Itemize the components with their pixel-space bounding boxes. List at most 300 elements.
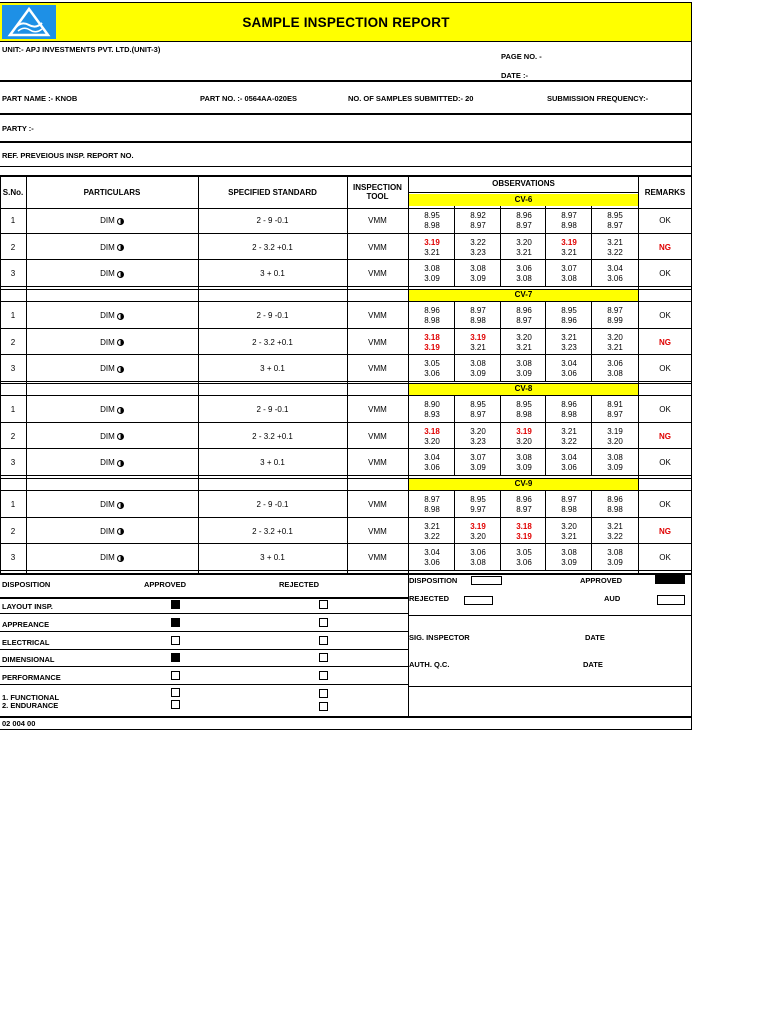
observation-cell (546, 548, 592, 568)
observation-value: 3.06 (516, 264, 532, 273)
row-sno: 2 (10, 337, 16, 347)
observation-value: 8.97 (424, 495, 440, 504)
divider (0, 381, 692, 382)
observation-cell (546, 333, 592, 353)
rejected-checkbox[interactable] (319, 618, 328, 627)
divider (591, 301, 592, 328)
observation-cell (409, 495, 455, 515)
divider (545, 259, 546, 286)
observation-value: 3.08 (607, 548, 623, 557)
auth-date-label: DATE (583, 660, 603, 669)
observation-cell (592, 548, 638, 568)
divider (409, 192, 638, 193)
rejected-checkbox[interactable] (319, 636, 328, 645)
divider (454, 328, 455, 355)
observation-value: 3.08 (516, 274, 532, 283)
observation-value: 3.19 (607, 426, 623, 436)
part-no-label: PART NO. :- 0564AA-020ES (200, 94, 297, 103)
observation-value: 3.06 (607, 274, 623, 283)
row-particular (26, 405, 198, 414)
divider (0, 395, 692, 396)
observation-value: 3.09 (516, 463, 532, 472)
observation-value: 8.93 (424, 410, 440, 419)
observation-value: 3.04 (424, 453, 440, 462)
row-sno: 1 (10, 216, 16, 226)
divider (545, 354, 546, 381)
observation-value: 3.21 (516, 342, 532, 352)
divider (454, 422, 455, 449)
observation-cell (455, 333, 501, 353)
particular-text: DIM (100, 458, 115, 468)
half-circle-icon (117, 271, 124, 278)
rejected-checkbox[interactable] (319, 671, 328, 680)
observation-value: 8.97 (470, 221, 486, 230)
observation-value: 3.09 (561, 558, 577, 567)
row-remark: OK (659, 553, 671, 563)
divider (0, 141, 692, 143)
divider (0, 289, 692, 290)
right-approved-box[interactable] (655, 575, 685, 584)
divider (545, 328, 546, 355)
divider (545, 395, 546, 422)
observation-value: 3.06 (516, 558, 532, 567)
row-tool: VMM (368, 364, 387, 374)
divider (0, 573, 692, 575)
observation-value: 3.21 (561, 531, 577, 541)
divider (500, 301, 501, 328)
divider (0, 597, 408, 599)
divider (454, 395, 455, 422)
observation-cell (592, 359, 638, 379)
observation-cell (546, 238, 592, 258)
rejected-checkbox[interactable] (319, 600, 328, 609)
divider (0, 301, 692, 302)
half-circle-icon (117, 313, 124, 320)
observation-cell (592, 427, 638, 447)
row-standard: 3 + 0.1 (260, 364, 285, 374)
observation-cell (501, 264, 547, 284)
observation-cell (501, 238, 547, 258)
observation-value: 8.97 (516, 221, 532, 230)
observation-value: 3.09 (607, 463, 623, 472)
observation-cell (455, 495, 501, 515)
observation-value: 8.97 (561, 495, 577, 504)
page-no-label: PAGE NO. - (501, 52, 542, 61)
observation-cell (501, 548, 547, 568)
observation-value: 3.08 (561, 274, 577, 283)
observation-cell (455, 359, 501, 379)
approved-checkbox[interactable] (171, 636, 180, 645)
observation-cell (409, 306, 455, 326)
observation-value: 3.20 (516, 237, 532, 247)
divider (591, 490, 592, 517)
divider (545, 206, 546, 233)
observation-cell (546, 453, 592, 473)
observation-cell (546, 264, 592, 284)
divider (545, 543, 546, 570)
observation-cell (546, 211, 592, 231)
observation-value: 8.95 (470, 400, 486, 409)
divider (500, 233, 501, 260)
row-tool: VMM (368, 405, 387, 415)
divider (0, 175, 1, 573)
row-particular (26, 243, 198, 252)
row-particular (26, 458, 198, 467)
divider (0, 166, 692, 167)
half-circle-icon (117, 366, 124, 373)
divider (691, 2, 692, 729)
divider (545, 490, 546, 517)
row-tool: VMM (368, 216, 387, 226)
observation-value: 8.97 (516, 316, 532, 325)
observation-cell (455, 427, 501, 447)
observation-cell (409, 359, 455, 379)
divider (545, 301, 546, 328)
half-circle-icon (117, 433, 124, 440)
observation-value: 3.06 (424, 369, 440, 378)
half-circle-icon (117, 460, 124, 467)
disposition-item-label: APPREANCE (2, 620, 50, 629)
observation-value: 8.96 (516, 306, 532, 315)
row-tool: VMM (368, 458, 387, 468)
observation-cell (455, 238, 501, 258)
part-name-label: PART NAME :- KNOB (2, 94, 78, 103)
observation-value: 3.08 (607, 369, 623, 378)
sig-inspector-label: SIG. INSPECTOR (409, 633, 470, 642)
row-particular (26, 216, 198, 225)
observation-cell (592, 333, 638, 353)
observation-value: 3.19 (561, 237, 577, 247)
observation-value: 3.20 (470, 426, 486, 436)
half-circle-icon (117, 555, 124, 562)
observation-value: 3.21 (470, 342, 486, 352)
row-remark: NG (659, 526, 671, 536)
divider (454, 543, 455, 570)
divider (500, 206, 501, 233)
divider (0, 613, 408, 614)
divider (454, 354, 455, 381)
observation-value: 3.22 (607, 531, 623, 541)
observation-value: 3.21 (607, 521, 623, 531)
functional-label: 1. FUNCTIONAL (2, 693, 60, 702)
particular-text: DIM (100, 311, 115, 321)
right-disposition-box[interactable] (471, 576, 502, 585)
observation-value: 3.23 (561, 342, 577, 352)
divider (454, 206, 455, 233)
observation-value: 3.21 (516, 247, 532, 257)
observation-value: 3.09 (607, 558, 623, 567)
footer-code: 02 004 00 (2, 719, 36, 728)
divider (0, 175, 692, 177)
approved-checkbox[interactable] (171, 671, 180, 680)
date-label: DATE :- (501, 71, 528, 80)
divider (0, 475, 692, 476)
observation-value: 3.06 (607, 359, 623, 368)
observation-value: 8.96 (516, 495, 532, 504)
observation-value: 3.19 (516, 426, 532, 436)
observation-value: 3.22 (470, 237, 486, 247)
observation-value: 3.09 (424, 274, 440, 283)
observation-value: 3.19 (424, 237, 440, 247)
endurance-rejected-checkbox[interactable] (319, 702, 328, 711)
observation-value: 3.22 (424, 531, 440, 541)
observation-value: 8.96 (561, 400, 577, 409)
observation-cell (546, 522, 592, 542)
observation-value: 3.08 (470, 558, 486, 567)
divider (591, 328, 592, 355)
observation-value: 8.96 (516, 211, 532, 220)
observation-value: 3.21 (607, 342, 623, 352)
row-sno: 2 (10, 242, 16, 252)
observation-value: 3.07 (561, 264, 577, 273)
functional-rejected-checkbox[interactable] (319, 689, 328, 698)
observation-cell (501, 306, 547, 326)
observation-value: 3.08 (561, 548, 577, 557)
observation-value: 8.95 (470, 495, 486, 504)
divider (500, 543, 501, 570)
particular-text: DIM (100, 216, 115, 226)
col-observations: OBSERVATIONS (492, 179, 555, 188)
particular-text: DIM (100, 500, 115, 510)
row-remark: NG (659, 431, 671, 441)
row-standard: 2 - 3.2 +0.1 (252, 242, 293, 252)
divider (454, 259, 455, 286)
row-remark: OK (659, 364, 671, 374)
divider (0, 729, 692, 730)
observation-value: 8.90 (424, 400, 440, 409)
half-circle-icon (117, 528, 124, 535)
functional-approved-checkbox[interactable] (171, 688, 180, 697)
row-tool: VMM (368, 311, 387, 321)
divider (545, 517, 546, 544)
divider (500, 490, 501, 517)
divider (454, 301, 455, 328)
observation-cell (546, 427, 592, 447)
row-tool: VMM (368, 526, 387, 536)
observation-value: 3.18 (424, 332, 440, 342)
divider (638, 175, 639, 573)
divider (0, 208, 692, 209)
observation-cell (592, 522, 638, 542)
row-sno: 2 (10, 431, 16, 441)
observation-value: 3.20 (516, 332, 532, 342)
observation-value: 8.98 (516, 410, 532, 419)
observation-value: 8.92 (470, 211, 486, 220)
observation-cell (501, 359, 547, 379)
observation-value: 3.21 (561, 247, 577, 257)
particular-text: DIM (100, 337, 115, 347)
observation-cell (409, 211, 455, 231)
observation-value: 3.21 (424, 247, 440, 257)
observation-value: 3.19 (470, 332, 486, 342)
divider (591, 543, 592, 570)
particular-text: DIM (100, 269, 115, 279)
observation-cell (455, 400, 501, 420)
disposition-item-label: PERFORMANCE (2, 673, 61, 682)
row-particular (26, 311, 198, 320)
divider (0, 422, 692, 423)
observation-value: 3.21 (561, 426, 577, 436)
observation-value: 8.98 (561, 221, 577, 230)
observation-cell (455, 522, 501, 542)
observation-value: 3.09 (470, 274, 486, 283)
title-bar (0, 2, 692, 42)
divider (0, 649, 408, 650)
observation-value: 3.08 (607, 453, 623, 462)
disposition-item-label: ELECTRICAL (2, 638, 50, 647)
divider (500, 328, 501, 355)
rejected-checkbox[interactable] (319, 653, 328, 662)
divider (500, 448, 501, 475)
particular-text: DIM (100, 526, 115, 536)
observation-value: 8.97 (561, 211, 577, 220)
page-title: SAMPLE INSPECTION REPORT (242, 15, 450, 30)
row-tool: VMM (368, 553, 387, 563)
observation-cell (409, 453, 455, 473)
observation-value: 3.05 (516, 548, 532, 557)
observation-value: 3.09 (516, 369, 532, 378)
observation-cell (546, 495, 592, 515)
observation-value: 3.06 (561, 463, 577, 472)
divider (0, 259, 692, 260)
divider (454, 233, 455, 260)
divider (0, 716, 692, 718)
row-tool: VMM (368, 337, 387, 347)
divider (545, 233, 546, 260)
divider (26, 175, 27, 573)
observation-value: 8.95 (516, 400, 532, 409)
observation-cell (501, 453, 547, 473)
observation-value: 3.09 (470, 369, 486, 378)
sig-date-label: DATE (585, 633, 605, 642)
particular-text: DIM (100, 405, 115, 415)
observation-cell (455, 548, 501, 568)
divider (409, 615, 692, 616)
observation-value: 3.06 (424, 463, 440, 472)
row-standard: 2 - 9 -0.1 (256, 500, 289, 510)
observation-value: 3.22 (561, 436, 577, 446)
observation-value: 3.04 (607, 264, 623, 273)
divider (0, 666, 408, 667)
observation-value: 8.96 (561, 316, 577, 325)
half-circle-icon (117, 218, 124, 225)
particular-text: DIM (100, 364, 115, 374)
observation-value: 3.21 (607, 237, 623, 247)
divider (500, 395, 501, 422)
observation-cell (546, 400, 592, 420)
observation-value: 8.91 (607, 400, 623, 409)
divider (0, 113, 692, 115)
observation-value: 8.97 (470, 306, 486, 315)
cv-label: CV-7 (514, 290, 533, 299)
observation-value: 3.06 (561, 369, 577, 378)
observation-value: 8.95 (561, 306, 577, 315)
divider (454, 490, 455, 517)
observation-cell (455, 264, 501, 284)
divider (591, 354, 592, 381)
divider (454, 517, 455, 544)
row-standard: 2 - 3.2 +0.1 (252, 431, 293, 441)
divider (0, 286, 692, 287)
observation-value: 8.96 (607, 495, 623, 504)
observation-cell (546, 359, 592, 379)
divider (591, 395, 592, 422)
observation-value: 3.07 (470, 453, 486, 462)
observation-value: 3.19 (516, 531, 532, 541)
observation-value: 3.20 (516, 436, 532, 446)
observation-value: 3.04 (561, 359, 577, 368)
divider (0, 478, 692, 479)
observation-cell (409, 238, 455, 258)
particular-text: DIM (100, 431, 115, 441)
right-aud-box[interactable] (657, 595, 685, 605)
row-standard: 3 + 0.1 (260, 553, 285, 563)
divider (0, 383, 692, 384)
observation-value: 3.09 (470, 463, 486, 472)
observation-value: 8.98 (424, 221, 440, 230)
approved-checkbox[interactable] (171, 600, 180, 609)
divider (347, 175, 348, 573)
divider (0, 80, 692, 82)
row-particular (26, 553, 198, 562)
half-circle-icon (117, 339, 124, 346)
observation-cell (501, 211, 547, 231)
right-rejected-box[interactable] (464, 596, 493, 605)
frequency-label: SUBMISSION FREQUENCY:- (547, 94, 649, 103)
divider (0, 448, 692, 449)
half-circle-icon (117, 244, 124, 251)
observation-value: 3.05 (424, 359, 440, 368)
divider (591, 422, 592, 449)
row-standard: 2 - 3.2 +0.1 (252, 526, 293, 536)
divider (591, 233, 592, 260)
observation-value: 3.20 (607, 436, 623, 446)
row-sno: 1 (10, 311, 16, 321)
observation-value: 3.20 (561, 521, 577, 531)
divider (591, 517, 592, 544)
observation-value: 3.21 (561, 332, 577, 342)
divider (0, 631, 408, 632)
observation-value: 8.98 (561, 410, 577, 419)
row-remark: NG (659, 337, 671, 347)
row-standard: 3 + 0.1 (260, 269, 285, 279)
divider (591, 206, 592, 233)
observation-value: 3.19 (470, 521, 486, 531)
approved-checkbox[interactable] (171, 653, 180, 662)
observation-value: 8.97 (607, 221, 623, 230)
endurance-approved-checkbox[interactable] (171, 700, 180, 709)
observation-value: 3.23 (470, 436, 486, 446)
observation-cell (592, 238, 638, 258)
divider (591, 259, 592, 286)
observation-value: 8.96 (424, 306, 440, 315)
approved-checkbox[interactable] (171, 618, 180, 627)
observation-cell (592, 211, 638, 231)
observation-cell (501, 400, 547, 420)
observation-cell (592, 400, 638, 420)
observation-value: 8.98 (607, 505, 623, 514)
observation-value: 8.97 (470, 410, 486, 419)
divider (500, 517, 501, 544)
observation-cell (501, 495, 547, 515)
disposition-approved-header: APPROVED (144, 580, 187, 589)
observation-value: 8.95 (424, 211, 440, 220)
observation-value: 3.20 (470, 531, 486, 541)
row-remark: OK (659, 269, 671, 279)
row-sno: 3 (10, 269, 16, 279)
divider (591, 448, 592, 475)
row-sno: 1 (10, 405, 16, 415)
